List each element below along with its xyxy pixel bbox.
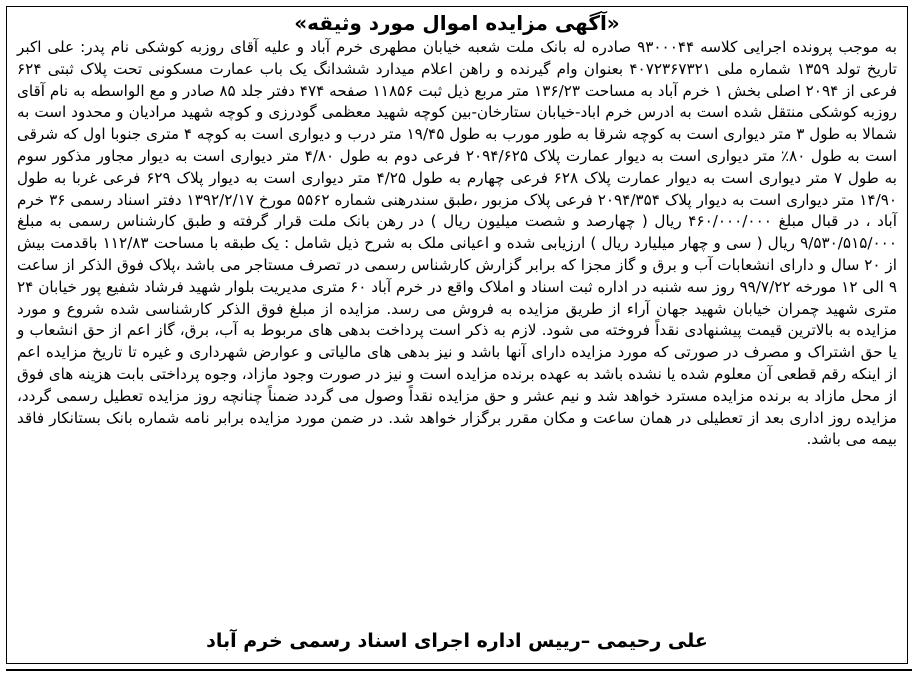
notice-body: به موجب پرونده اجرایی کلاسه ۹۳۰۰۰۴۴ صادره له بانک ملت شعبه خیابان مطهری خرم آباد و علیه آقای روزبه کوشکی نام پدر: علی اکبر تاریخ تولد ۱۳۵۹ شماره ملی ۴۰۷۲۳۶۷۳۲۱ بعنوان وام گیرنده و راهن اعلام میدارد ششدانگ یک باب عمارت مسکونی تحت پلاک ثبتی ۶۲۴ فرعی از ۲۰۹۴ اصلی بخش ۱ خرم آباد به مساحت ۱۳۶/۲۳ متر مربع ذیل ثبت ۱۱۸۵۶ صفحه ۴۷۴ دفتر جلد ۸۵ صادر و مع الواسطه به نام آقای روزبه کوشکی منتقل شده است به ادرس خرم اباد-خیابان ستارخان-بین کوچه شهید معظمی گودرزی و کوچه شهید مرادیان و محدود است به شمالا به طول ۳ متر دیواری است به کوچه شرقا به طور مورب به طول ۱۹/۴۵ متر درب و دیواری است به کوچه ۴ متری جنوبا اول که شرقی است به طول ۸۰٪ متر دیواری است به دیوار عمارت پلاک ۲۰۹۴/۶۲۵ فرعی دوم به طول ۴/۸۰ متر دیواری است به دیوار مجاور مذکور سوم به طول ۷ متر دیواری است به دیوار عمارت پلاک ۶۲۸ فرعی چهارم به طول ۴/۲۵ متر دیواری است به دیوار پلاک ۶۲۹ فرعی غربا به طول ۱۴/۹۰ متر دیواری است به دیوار پلاک ۲۰۹۴/۳۵۴ فرعی پلاک مزبور ،طبق سندرهنی شماره ۵۵۶۲ مورخ ۱۳۹۲/۲/۱۷ دفتر اسناد رسمی ۳۶ خرم آباد ، در قبال مبلغ ۴۶۰/۰۰۰/۰۰۰ ریال ( چهارصد و شصت میلیون ریال ) در رهن بانک ملت قرار گرفته و طبق کارشناس رسمی به مبلغ ۹/۵۳۰/۵۱۵/۰۰۰ ریال ( سی و چهار میلیارد ریال ) ارزیابی شده و اعیانی ملک به شرح ذیل شامل : یک طبقه با مساحت ۱۱۲/۸۳ باقدمت بیش از ۲۰ سال و دارای انشعابات آب و برق و گاز مجزا که برابر گزارش کارشناس رسمی در تصرف مستاجر می باشد ،پلاک فوق الذکر از ساعت ۹ الی ۱۲ مورخه ۹۹/۷/۲۲ روز سه شنبه در اداره ثبت اسناد و املاک واقع در خرم آباد ۶۰ متری مدیریت بلوار شهید فرشاد شفیع پور خیابان ۲۴ متری شهید چمران خیابان شهید جهان آراء از طریق مزایده به فروش می رسد. مزایده از مبلغ فوق الذکر کارشناسی شده شروع و مورد مزایده به بالاترین قیمت پیشنهادی نقداً فروخته می شود. لازم به ذکر است پرداخت بدهی های مربوط به آب، برق، گاز اعم از حق انشعاب و یا حق اشتراک و مصرف در صورتی که مورد مزایده دارای آنها باشد و نیز بدهی های مالیاتی و عوارض شهرداری و غیره تا تاریخ مزایده اعم از اینکه رقم قطعی آن معلوم شده یا نشده باشد به عهده برنده مزایده است و نیز در صورت وجود مازاد، وجوه پرداختی بابت هزینه های فوق از محل مازاد به برنده مزایده مسترد خواهد شد و نیم عشر و حق مزایده نقداً وصول می گردد ضمناً چنانچه روز مزایده تعطیل رسمی گردد، مزایده روز اداری بعد از تعطیلی در همان ساعت و مکان مقرر برگزار خواهد شد. در ضمن مورد مزایده برابر نامه شماره بانک بستانکار فاقد بیمه می باشد. bbox=[17, 38, 898, 449]
notice-signature: علی رحیمی –رییس اداره اجرای اسناد رسمی خرم آباد bbox=[206, 630, 708, 652]
notice-frame bbox=[6, 6, 908, 664]
notice-title: «آگهی مزایده اموال مورد وثیقه» bbox=[294, 11, 620, 35]
bottom-divider bbox=[6, 669, 912, 671]
